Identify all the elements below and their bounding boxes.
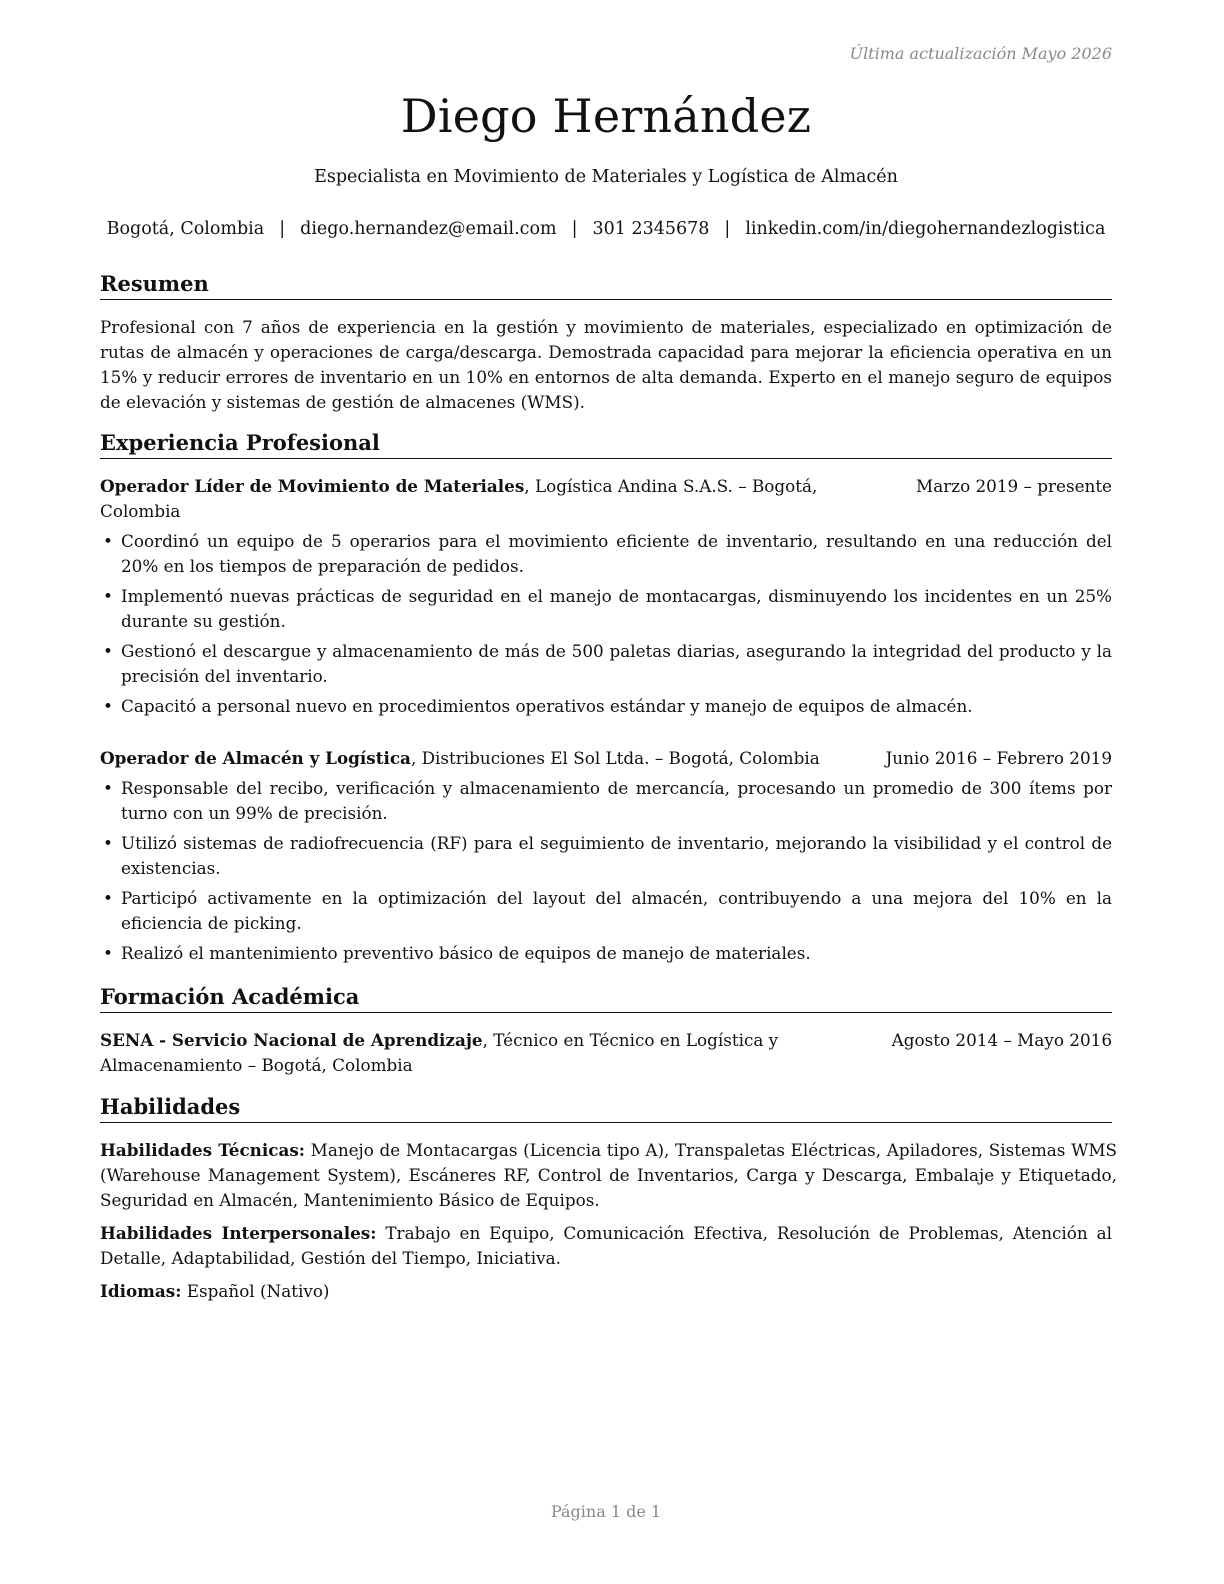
bullet-icon: • [103,833,113,853]
job-org: , Logística Andina S.A.S. – Bogotá, Colombia [100,476,818,521]
soft-skills-text: Trabajo en Equipo, Comunicación Efectiva, Resolución de Problemas, Atención al Detalle, Adaptabilidad, Gestión del Tiempo, Iniciativa. [100,1223,1112,1268]
bullet-icon: • [103,641,113,661]
bullet-text: Responsable del recibo, verificación y almacenamiento de mercancía, procesando un promedio de 300 ítems por turno con un 99% de precisión. [121,778,1112,823]
education-entry [100,1028,1112,1078]
bullet-icon: • [103,531,113,551]
professional-title: Especialista en Movimiento de Materiales y Logística de Almacén [314,167,898,187]
job-role: Operador Líder de Movimiento de Materiales [100,476,525,496]
list-item [100,639,1112,689]
experience-heading: Experiencia Profesional [100,430,1112,459]
list-item [100,831,1112,881]
job-bullets [100,776,1112,966]
summary-text: Profesional con 7 años de experiencia en la gestión y movimiento de materiales, especializado en optimización de rutas de almacén y operaciones de carga/descarga. Demostrada capacidad para mejorar la eficiencia operativa en un 15% y reducir errores de inventario en un 10% en entornos de alta demanda. Experto en el manejo seguro de equipos de elevación y sistemas de gestión de almacenes (WMS). [100,317,1112,412]
bullet-text: Realizó el mantenimiento preventivo básico de equipos de manejo de materiales. [121,943,811,963]
education-heading: Formación Académica [100,984,1112,1013]
bullet-icon: • [103,778,113,798]
last-updated: Última actualización Mayo 2026 [849,44,1112,63]
job-title-line [100,746,890,771]
contact-separator: | [571,219,578,239]
contact-email[interactable]: diego.hernandez@email.com [300,219,557,239]
soft-skills [100,1221,1112,1271]
education-title-line [100,1028,875,1078]
job-org: , Distribuciones El Sol Ltda. – Bogotá, Colombia [410,748,820,768]
bullet-icon: • [103,586,113,606]
languages-text: Español (Nativo) [181,1281,330,1301]
education-header [100,1028,1112,1078]
contact-phone: 301 2345678 [592,219,710,239]
job-bullets [100,529,1112,719]
technical-skills [100,1138,1117,1213]
skills-section [100,1138,1117,1312]
education-dates: Agosto 2014 – Mayo 2016 [891,1030,1112,1050]
list-item [100,886,1112,936]
education-details: , Técnico en Técnico en Logística y Almacenamiento – Bogotá, Colombia [100,1030,779,1075]
contact-location: Bogotá, Colombia [106,219,265,239]
job-entry [100,746,1112,971]
contact-line [90,219,1122,239]
bullet-text: Gestionó el descargue y almacenamiento de más de 500 paletas diarias, asegurando la integridad del producto y la precisión del inventario. [121,641,1112,686]
bullet-icon: • [103,696,113,716]
bullet-text: Implementó nuevas prácticas de seguridad en el manejo de montacargas, disminuyendo los incidentes en un 25% durante su gestión. [121,586,1112,631]
soft-skills-label: Habilidades Interpersonales: [100,1223,377,1243]
resume-page [100,0,1117,1584]
education-institution: SENA - Servicio Nacional de Aprendizaje [100,1030,483,1050]
job-dates: Marzo 2019 – presente [916,476,1112,496]
page-number: Página 1 de 1 [550,1502,662,1521]
job-role: Operador de Almacén y Logística [100,748,411,768]
list-item [100,941,1112,966]
job-header [100,474,1112,524]
list-item [100,694,1112,719]
technical-skills-label: Habilidades Técnicas: [100,1140,305,1160]
bullet-text: Utilizó sistemas de radiofrecuencia (RF) para el seguimiento de inventario, mejorando la visibilidad y el control de existencias. [121,833,1112,878]
contact-separator: | [279,219,286,239]
bullet-text: Coordinó un equipo de 5 operarios para el movimiento eficiente de inventario, resultando en una reducción del 20% en los tiempos de preparación de pedidos. [121,531,1112,576]
list-item [100,529,1112,579]
job-title-line [100,474,890,524]
bullet-text: Capacitó a personal nuevo en procedimientos operativos estándar y manejo de equipos de almacén. [121,696,973,716]
job-entry [100,474,1112,724]
summary-heading: Resumen [100,271,1112,300]
bullet-icon: • [103,943,113,963]
languages [100,1279,1117,1304]
contact-separator: | [724,219,731,239]
skills-heading: Habilidades [100,1094,1112,1123]
bullet-icon: • [103,888,113,908]
job-header [100,746,1112,771]
bullet-text: Participó activamente en la optimización del layout del almacén, contribuyendo a una mejora del 10% en la eficiencia de picking. [121,888,1112,933]
candidate-name: Diego Hernández [400,89,812,143]
job-dates: Junio 2016 – Febrero 2019 [885,748,1112,768]
technical-skills-text: Manejo de Montacargas (Licencia tipo A), Transpaletas Eléctricas, Apiladores, Sistemas WMS (Warehouse Management System), Escáneres RF, Control de Inventarios, Carga y Descarga, Embalaje y Etiquetado, Seguridad en Almacén, Mantenimiento Básico de Equipos. [100,1140,1117,1210]
contact-linkedin[interactable]: linkedin.com/in/diegohernandezlogistica [745,219,1106,239]
languages-label: Idiomas: [100,1281,182,1301]
list-item [100,776,1112,826]
list-item [100,584,1112,634]
